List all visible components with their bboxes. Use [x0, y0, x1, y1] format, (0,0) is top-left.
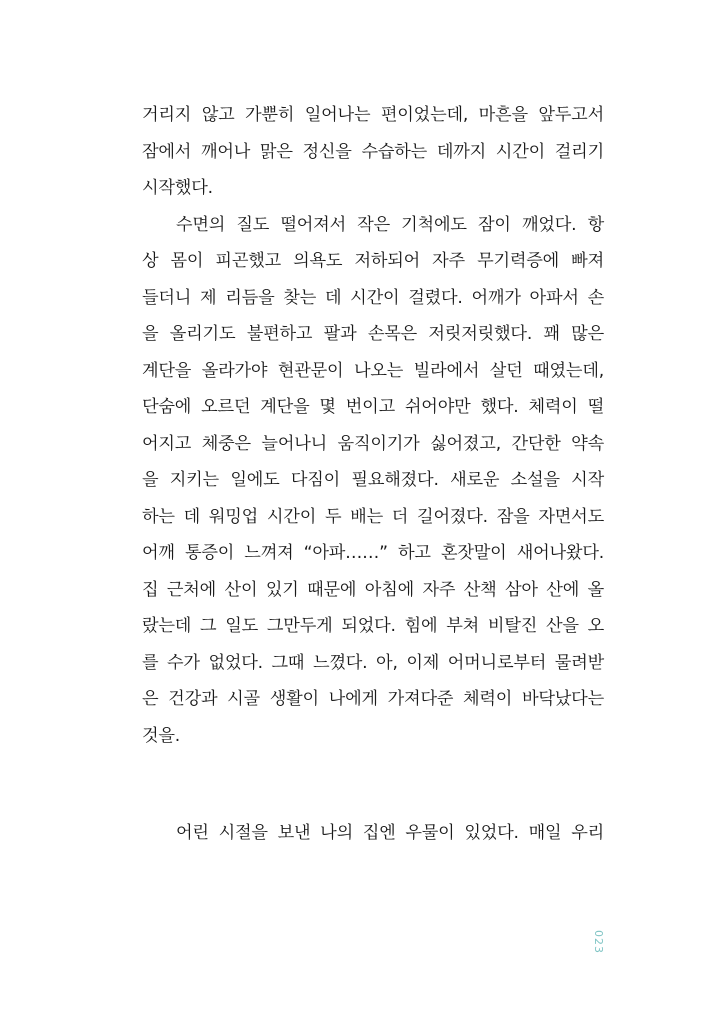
text-line: 시작했다. — [142, 178, 213, 198]
text-line: 랐는데 그 일도 그만두게 되었다. 힘에 부쳐 비탈진 산을 오 — [142, 616, 604, 636]
text-line: 를 수가 없었다. 그때 느꼈다. 아, 이제 어머니로부터 물려받 — [142, 652, 604, 673]
text-line: 을 올리기도 불편하고 팔과 손목은 저릿저릿했다. 꽤 많은 — [142, 324, 604, 344]
body-text-next-paragraph — [142, 815, 604, 852]
text-line: 들더니 제 리듬을 찾는 데 시간이 걸렸다. 어깨가 아파서 손 — [142, 287, 604, 308]
text-line: 어지고 체중은 늘어나니 움직이기가 싫어졌고, 간단한 약속 — [142, 433, 604, 454]
text-line: 수면의 질도 떨어져서 작은 기척에도 잠이 깨었다. 항 — [176, 214, 604, 235]
text-line: 계단을 올라가야 현관문이 나오는 빌라에서 살던 때였는데, — [142, 360, 604, 381]
text-line: 잠에서 깨어나 맑은 정신을 수습하는 데까지 시간이 걸리기 — [142, 141, 604, 162]
text-line: 것을. — [142, 725, 181, 746]
text-line: 단숨에 오르던 계단을 몇 번이고 쉬어야만 했다. 체력이 떨 — [142, 397, 604, 417]
text-line: 은 건강과 시골 생활이 나에게 가져다준 체력이 바닥났다는 — [142, 689, 604, 709]
text-line: 거리지 않고 가뿐히 일어나는 편이었는데, 마흔을 앞두고서 — [142, 105, 604, 125]
page-number: 023 — [592, 930, 605, 954]
text-line: 하는 데 워밍업 시간이 두 배는 더 길어졌다. 잠을 자면서도 — [142, 506, 604, 527]
text-line: 집 근처에 산이 있기 때문에 아침에 자주 산책 삼아 산에 올 — [142, 579, 604, 600]
text-line: 어깨 통증이 느껴져 “아파……” 하고 혼잣말이 새어나왔다. — [142, 543, 604, 563]
body-text-main — [142, 97, 604, 754]
text-line: 어린 시절을 보낸 나의 집엔 우물이 있었다. 매일 우리 — [176, 823, 604, 843]
text-line: 상 몸이 피곤했고 의욕도 저하되어 자주 무기력증에 빠져 — [142, 251, 604, 271]
text-line: 을 지키는 일에도 다짐이 필요해졌다. 새로운 소설을 시작 — [142, 470, 604, 490]
